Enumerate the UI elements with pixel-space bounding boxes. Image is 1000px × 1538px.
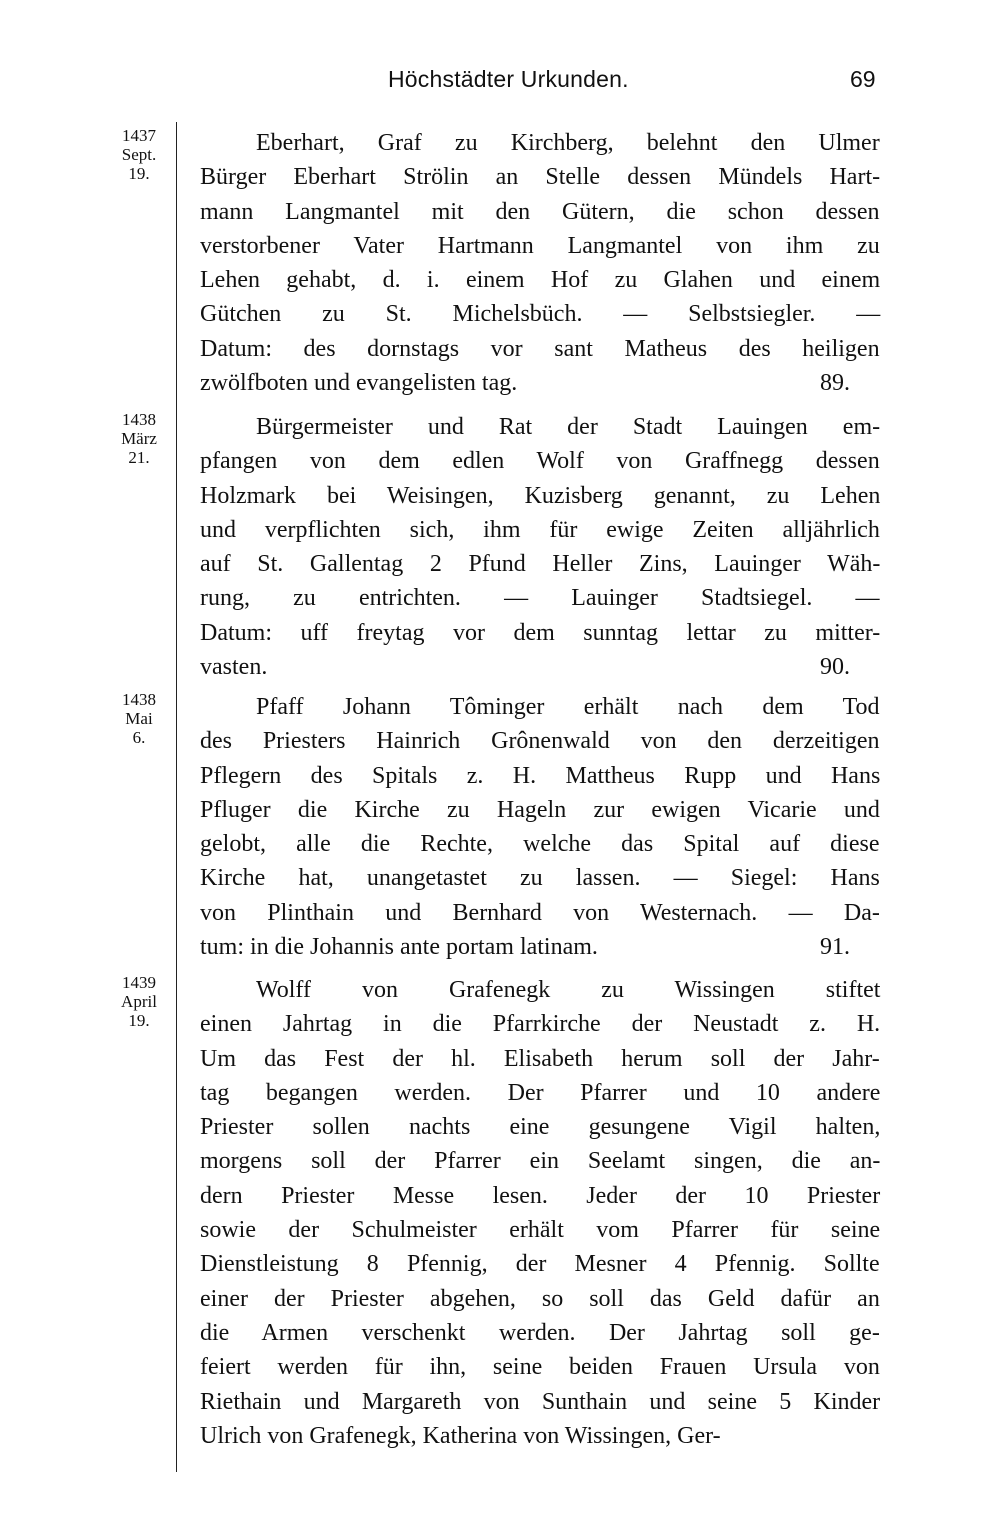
date-part: März [121,429,157,448]
text-line [200,1179,880,1213]
line-text: des Priesters Hainrich Grônenwald von den derzeitigen [200,728,880,755]
text-line [200,793,880,827]
entry-number: 91. [820,934,850,961]
line-text: Pflegern des Spitals z. H. Mattheus Rupp und Hans [200,762,881,789]
text-line [200,1282,880,1316]
line-text: zwölfboten und evangelisten tag. [200,370,518,397]
text-line [200,1144,880,1178]
text-line [200,332,880,366]
text-line [200,1316,880,1350]
text-line [200,896,880,930]
line-text: Ulrich von Grafenegk, Katherina von Wissingen, Ger- [200,1422,721,1449]
line-text: Gütchen zu St. Michelsbüch. — Selbstsiegler. — [200,301,881,328]
line-text: gelobt, alle die Rechte, welche das Spital auf diese [200,831,880,858]
text-line [200,759,880,793]
line-text: Datum: des dornstags vor sant Matheus des heiligen [200,335,880,362]
line-text: Wolff von Grafenegk zu Wissingen stiftet [256,977,881,1003]
text-line [200,724,880,758]
line-text: Dienstleistung 8 Pfennig, der Mesner 4 Pfennig. Sollte [200,1251,880,1278]
text-line [200,160,880,194]
date-part: Sept. [121,145,157,164]
text-line [200,827,880,861]
entry-text [200,973,880,1453]
text-line [200,1350,880,1384]
entry-date [110,126,168,183]
text-line [200,366,880,400]
line-text: feiert werden für ihn, seine beiden Frauen Ursula von [200,1354,880,1381]
text-line [200,861,880,895]
line-text: tum: in die Johannis ante portam latinam. [200,934,598,961]
text-line [200,930,880,964]
line-text: verstorbener Vater Hartmann Langmantel von ihm zu [200,232,880,259]
line-text: Um das Fest der hl. Elisabeth herum soll der Jahr- [200,1045,880,1072]
margin-rule [176,122,177,1472]
entry-date [110,690,168,747]
date-part: April [121,992,157,1011]
line-text: rung, zu entrichten. — Lauinger Stadtsiegel. — [200,585,880,612]
text-line [200,126,880,160]
date-part: 6. [132,728,146,747]
text-line [200,690,880,724]
running-title: Höchstädter Urkunden. [388,66,629,92]
date-part: 1438 [122,690,156,709]
entry-number: 90. [820,654,850,681]
line-text: die Armen verschenkt werden. Der Jahrtag soll ge- [200,1319,880,1346]
entry-number: 89. [820,370,850,397]
text-line [200,1385,880,1419]
line-text: Pfaff Johann Tôminger erhält nach dem Tod [256,694,880,720]
date-part: 1439 [122,973,156,992]
line-text: und verpflichten sich, ihm für ewige Zeiten alljährlich [200,516,880,543]
page-number: 69 [850,66,876,92]
line-text: Bürgermeister und Rat der Stadt Lauingen em- [256,414,881,440]
text-line [200,973,880,1007]
text-line [200,650,880,684]
line-text: mann Langmantel mit den Gütern, die schon dessen [200,198,880,225]
text-line [200,1419,880,1453]
line-text: vasten. [200,654,268,681]
text-line [200,547,880,581]
text-line [200,616,880,650]
line-text: Bürger Eberhart Strölin an Stelle dessen Mündels Hart- [200,164,881,191]
date-part: Mai [125,709,153,728]
line-text: einer der Priester abgehen, so soll das Geld dafür an [200,1285,880,1312]
line-text: Kirche hat, unangetastet zu lassen. — Siegel: Hans [200,865,880,892]
line-text: morgens soll der Pfarrer ein Seelamt singen, die an- [200,1148,881,1175]
line-text: Eberhart, Graf zu Kirchberg, belehnt den Ulmer [256,130,880,156]
line-text: von Plinthain und Bernhard von Westernach. — Da- [200,899,880,926]
text-line [200,581,880,615]
text-line [200,479,880,513]
line-text: Riethain und Margareth von Sunthain und seine 5 Kinder [200,1388,881,1415]
page-header [0,66,1000,106]
line-text: dern Priester Messe lesen. Jeder der 10 Priester [200,1182,881,1209]
text-line [200,410,880,444]
entry-date [110,410,168,467]
text-line [200,1007,880,1041]
date-part: 1437 [122,126,156,145]
entry-text [200,410,880,684]
entry-text [200,126,880,400]
line-text: sowie der Schulmeister erhält vom Pfarrer für seine [200,1217,881,1244]
text-line [200,195,880,229]
date-part: 19. [128,164,150,183]
date-part: 19. [128,1011,150,1030]
line-text: Pfluger die Kirche zu Hageln zur ewigen Vicarie und [200,796,880,823]
text-line [200,1213,880,1247]
text-line [200,444,880,478]
line-text: tag begangen werden. Der Pfarrer und 10 andere [200,1079,881,1106]
line-text: auf St. Gallentag 2 Pfund Heller Zins, Lauinger Wäh- [200,551,881,578]
line-text: Lehen gehabt, d. i. einem Hof zu Glahen und einem [200,267,881,294]
date-part: 21. [128,448,150,467]
line-text: Holzmark bei Weisingen, Kuzisberg genannt, zu Lehen [200,482,881,509]
text-line [200,1110,880,1144]
line-text: einen Jahrtag in die Pfarrkirche der Neustadt z. H. [200,1011,881,1038]
text-line [200,1076,880,1110]
line-text: Priester sollen nachts eine gesungene Vigil halten, [200,1114,881,1141]
entry-date [110,973,168,1030]
text-line [200,513,880,547]
text-line [200,1042,880,1076]
text-line [200,1247,880,1281]
entry-text [200,690,880,964]
text-line [200,229,880,263]
line-text: pfangen von dem edlen Wolf von Graffnegg dessen [200,448,880,475]
text-line [200,263,880,297]
date-part: 1438 [122,410,156,429]
text-line [200,297,880,331]
line-text: Datum: uff freytag vor dem sunntag lettar zu mitter- [200,619,881,646]
